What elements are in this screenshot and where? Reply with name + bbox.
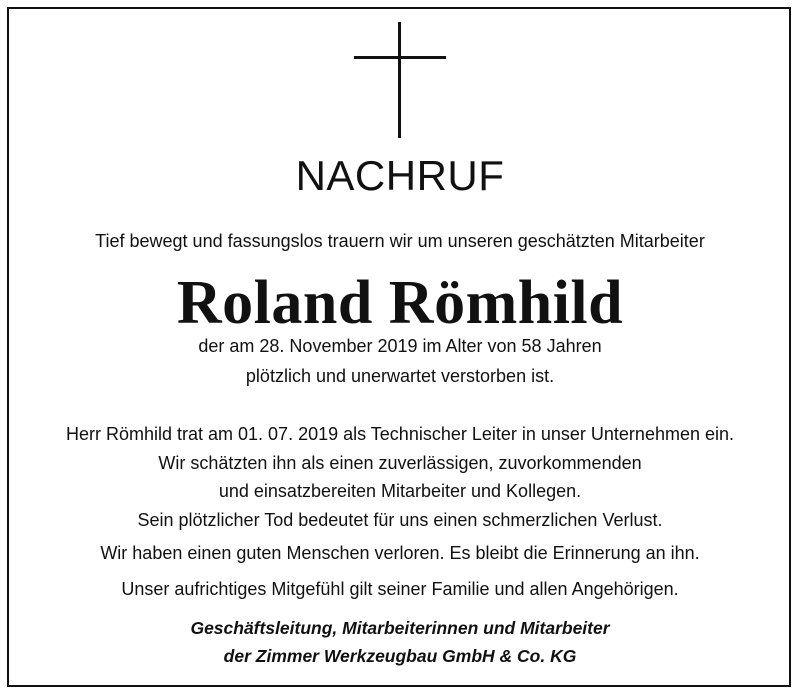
tribute-line: und einsatzbereiten Mitarbeiter und Kollegen.: [218, 481, 582, 501]
intro-text: Tief bewegt und fassungslos trauern wir um unseren geschätzten Mitarbeiter: [95, 231, 705, 251]
deceased-name: Roland Römhild: [176, 269, 624, 337]
death-line: plötzlich und unerwartet verstorben ist.: [245, 366, 555, 386]
tribute-line: Wir schätzten ihn als einen zuverlässigen, zuvorkommenden: [158, 453, 642, 473]
cross-icon: [354, 22, 446, 138]
notice-title: NACHRUF: [295, 152, 505, 199]
death-line: der am 28. November 2019 im Alter von 58 Jahren: [198, 336, 602, 356]
memory-line: Wir haben einen guten Menschen verloren. Es bleibt die Erinnerung an ihn.: [100, 543, 700, 563]
condolence-line: Unser aufrichtiges Mitgefühl gilt seiner Familie und allen Angehörigen.: [121, 579, 679, 599]
tribute-line: Sein plötzlicher Tod bedeutet für uns einen schmerzlichen Verlust.: [137, 510, 663, 530]
signature-line: Geschäftsleitung, Mitarbeiterinnen und Mitarbeiter: [190, 618, 610, 638]
signature-line: der Zimmer Werkzeugbau GmbH & Co. KG: [223, 646, 577, 666]
tribute-line: Herr Römhild trat am 01. 07. 2019 als Technischer Leiter in unser Unternehmen ein.: [65, 424, 734, 444]
